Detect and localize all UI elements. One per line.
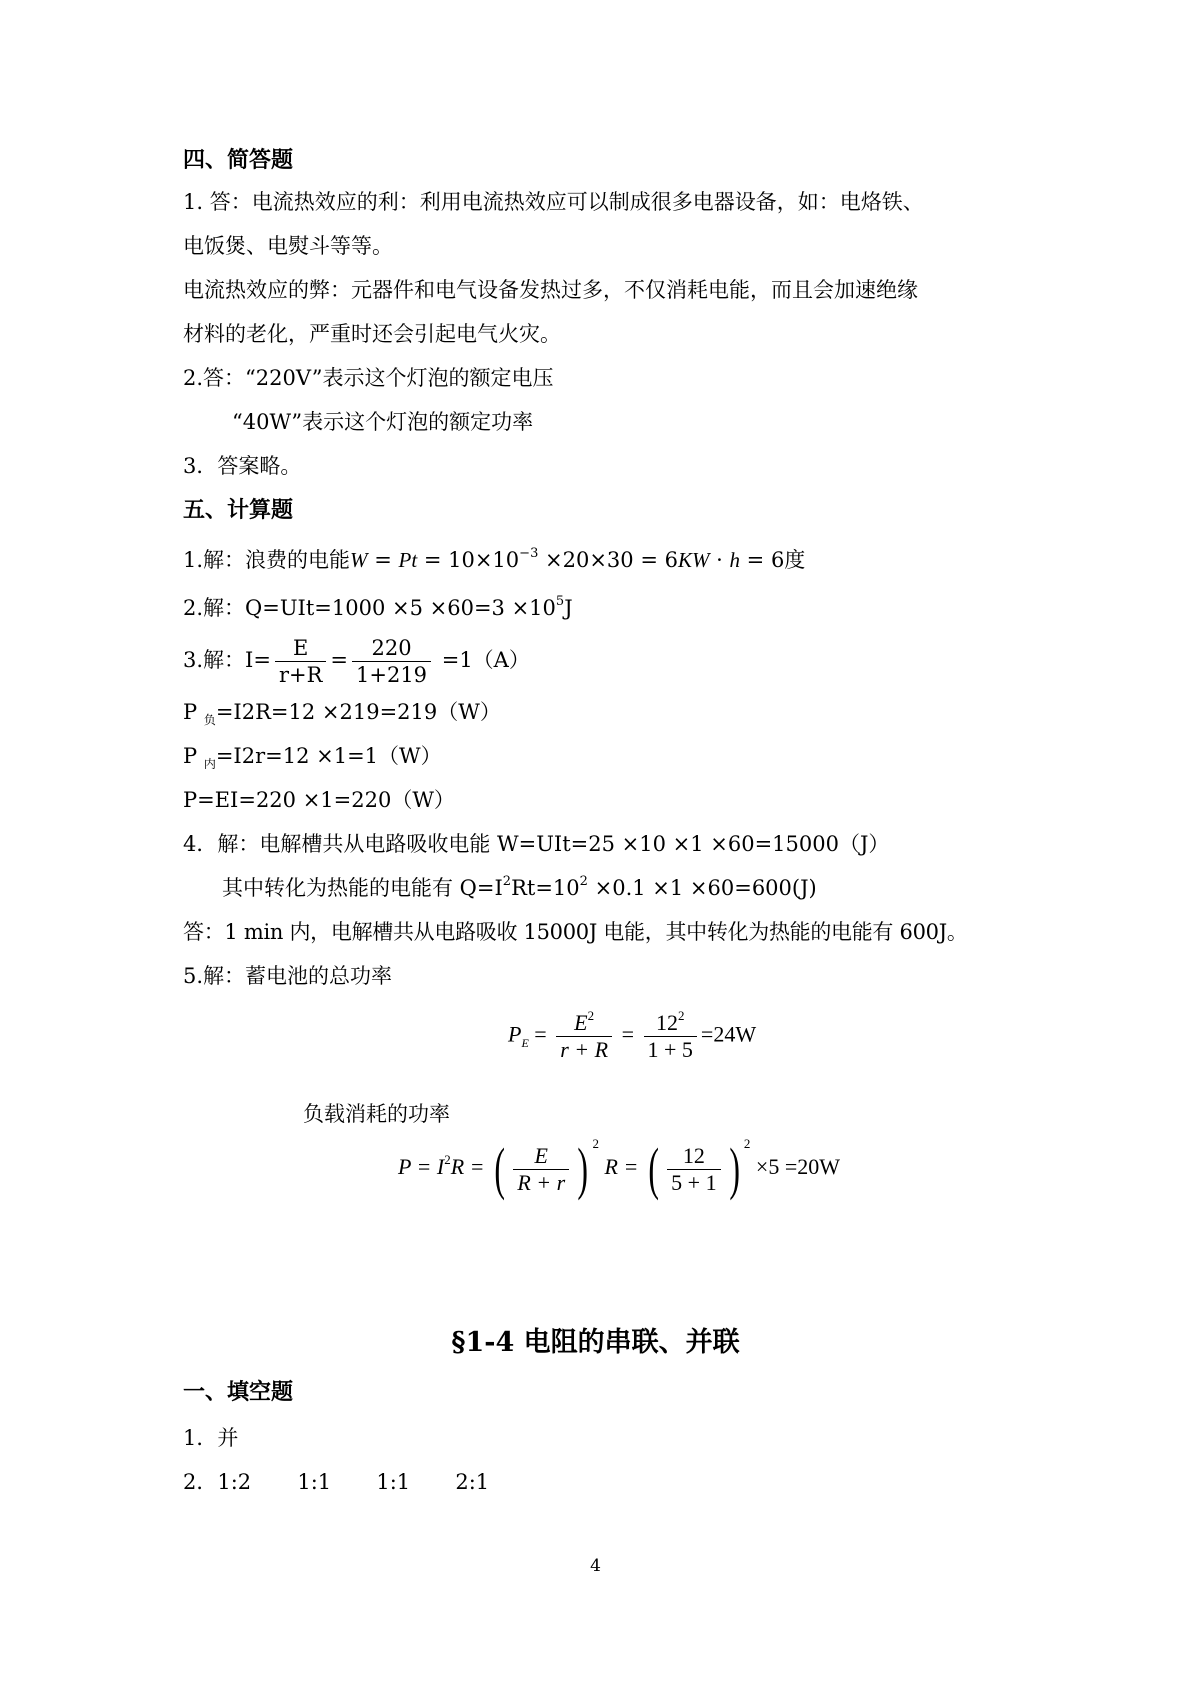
- fill-2-label: 2．: [183, 1470, 218, 1494]
- calc-2-text: 2.解：Q=UIt=1000 ×5 ×60=3 ×10: [183, 596, 556, 620]
- calc-3-num-2: 220: [352, 635, 431, 662]
- eq1-lhs: P: [508, 1021, 522, 1047]
- calc-3-num-1: E: [275, 635, 326, 662]
- left-paren-2: (: [648, 1136, 659, 1201]
- eq1-fraction-1: [556, 1007, 612, 1063]
- calc-1-eq: =: [367, 548, 399, 572]
- calc-3-fraction-2: [352, 635, 431, 688]
- calc-4-line-2: [222, 874, 817, 902]
- eq1-num-1-val: E: [574, 1010, 588, 1035]
- calc-1-result: = 6度: [740, 548, 806, 572]
- calc-3-p-load: [183, 698, 501, 729]
- eq2-num-1: E: [513, 1143, 569, 1170]
- eq1-num-2-exp: 2: [677, 1007, 685, 1023]
- eq1-eq: =: [528, 1021, 553, 1047]
- eq1-den-2: 1 + 5: [647, 1037, 693, 1062]
- eq2-lhs-exp: 2: [444, 1151, 451, 1167]
- fill-2: [183, 1468, 489, 1496]
- calc-5-line-1: 5.解：蓄电池的总功率: [183, 964, 393, 988]
- calc-1-dot: ·: [709, 548, 730, 572]
- answer-3: 3．答案略。: [183, 454, 302, 478]
- page-number: 4: [590, 1556, 601, 1576]
- p-in-subscript: 内: [203, 757, 216, 771]
- calc-4-l2a: 其中转化为热能的电能有 Q=I: [222, 876, 503, 900]
- calc-1-h: h: [729, 548, 740, 572]
- eq2-mid: R =: [599, 1154, 644, 1180]
- eq2-lhs-b: R =: [450, 1154, 491, 1180]
- eq2-den-2: 5 + 1: [671, 1169, 717, 1195]
- calc-1-w: W: [350, 548, 368, 572]
- calc-4-exp-2: 2: [579, 874, 588, 889]
- calc-1-prefix: 1.解：浪费的电能: [183, 548, 351, 572]
- p-in-symbol: P: [183, 744, 204, 768]
- answer-2-line-2: “40W”表示这个灯泡的额定功率: [232, 410, 534, 434]
- calc-3-p-total: P=EI=220 ×1=220（W）: [183, 788, 455, 812]
- fill-2-v3: 1:1: [376, 1470, 411, 1494]
- section-title: §1-4 电阻的串联、并联: [451, 1327, 740, 1358]
- calc-3-mid: =: [330, 648, 348, 672]
- calc-3-fraction-1: [275, 635, 326, 688]
- calc-1-pt: Pt: [398, 548, 418, 572]
- eq2-result: ×5 =20W: [750, 1154, 840, 1180]
- calc-2-unit: J: [564, 596, 573, 620]
- answer-2-line-1: 2.答：“220V”表示这个灯泡的额定电压: [183, 366, 554, 390]
- eq1-num-2: [644, 1007, 697, 1037]
- eq2-paren-exp-2: 2: [743, 1135, 751, 1151]
- p-load-value: =I2R=12 ×219=219（W）: [215, 700, 501, 724]
- answer-1-line-3: 电流热效应的弊：元器件和电气设备发热过多，不仅消耗电能，而且会加速绝缘: [183, 278, 918, 302]
- eq1-fraction-2: [644, 1007, 697, 1063]
- calc-5-equation-2: [398, 1135, 840, 1201]
- eq1-eq-2: =: [616, 1021, 640, 1047]
- eq1-num-1-exp: 2: [587, 1007, 595, 1023]
- answer-1-line-1: 1. 答：电流热效应的利：利用电流热效应可以制成很多电器设备，如：电烙铁、: [183, 190, 924, 214]
- left-paren: (: [494, 1136, 505, 1201]
- p-load-subscript: 负: [203, 713, 216, 727]
- calc-4-exp-1: 2: [502, 874, 512, 889]
- eq2-lhs: P = I: [398, 1154, 445, 1180]
- right-paren: ): [577, 1136, 589, 1201]
- eq2-num-2: 12: [667, 1143, 720, 1170]
- eq1-result: =24W: [700, 1021, 757, 1047]
- calc-5-equation-1: [508, 1007, 757, 1063]
- fill-2-v4: 2:1: [455, 1470, 490, 1494]
- eq2-paren-exp: 2: [592, 1135, 600, 1151]
- eq1-lhs-sub: E: [521, 1035, 529, 1050]
- eq1-num-1: [556, 1007, 612, 1037]
- eq1-num-2-val: 12: [655, 1010, 678, 1035]
- calc-2: [183, 594, 573, 622]
- calc-4-answer: 答：1 min 内，电解槽共从电路吸收 15000J 电能，其中转化为热能的电能有 600J。: [183, 920, 968, 944]
- calc-3-suffix: =1（A）: [435, 648, 530, 672]
- fill-2-v1: 1:2: [217, 1470, 252, 1494]
- p-load-symbol: P: [183, 700, 204, 724]
- section-5-heading: 五、计算题: [183, 497, 294, 523]
- calc-3-den-1: r+R: [278, 663, 323, 687]
- section-1-heading: 一、填空题: [183, 1379, 294, 1405]
- p-in-value: =I2r=12 ×1=1（W）: [215, 744, 442, 768]
- fill-2-v2: 1:1: [297, 1470, 332, 1494]
- eq2-den-1: R + r: [517, 1169, 566, 1195]
- calc-1-mult: = 10×10: [417, 548, 520, 572]
- calc-2-exp: 5: [555, 594, 565, 609]
- eq1-den-1: r + R: [560, 1037, 609, 1062]
- eq2-fraction-2: [667, 1143, 720, 1196]
- section-4-heading: 四、简答题: [183, 147, 294, 173]
- calc-1-rest: ×20×30 = 6: [538, 548, 678, 572]
- right-paren-2: ): [728, 1136, 740, 1201]
- calc-4-l2c: ×0.1 ×1 ×60=600(J): [587, 876, 817, 900]
- calc-4-l2b: Rt=10: [511, 876, 580, 900]
- calc-3-prefix: 3.解：I=: [183, 648, 271, 672]
- calc-1-exp: −3: [519, 546, 539, 561]
- calc-3-p-internal: [183, 742, 442, 773]
- calc-4-line-1: 4．解：电解槽共从电路吸收电能 W=UIt=25 ×10 ×1 ×60=15000（J）: [183, 832, 890, 856]
- calc-3: [183, 630, 530, 690]
- calc-5-line-2: 负载消耗的功率: [303, 1102, 450, 1126]
- eq2-fraction-1: [513, 1143, 569, 1196]
- fill-1: 1．并: [183, 1426, 239, 1450]
- calc-1-kw: KW: [677, 548, 710, 572]
- calc-3-den-2: 1+219: [356, 663, 428, 687]
- calc-1: [183, 546, 805, 574]
- answer-1-line-2: 电饭煲、电熨斗等等。: [183, 234, 393, 258]
- answer-1-line-4: 材料的老化，严重时还会引起电气火灾。: [183, 322, 561, 346]
